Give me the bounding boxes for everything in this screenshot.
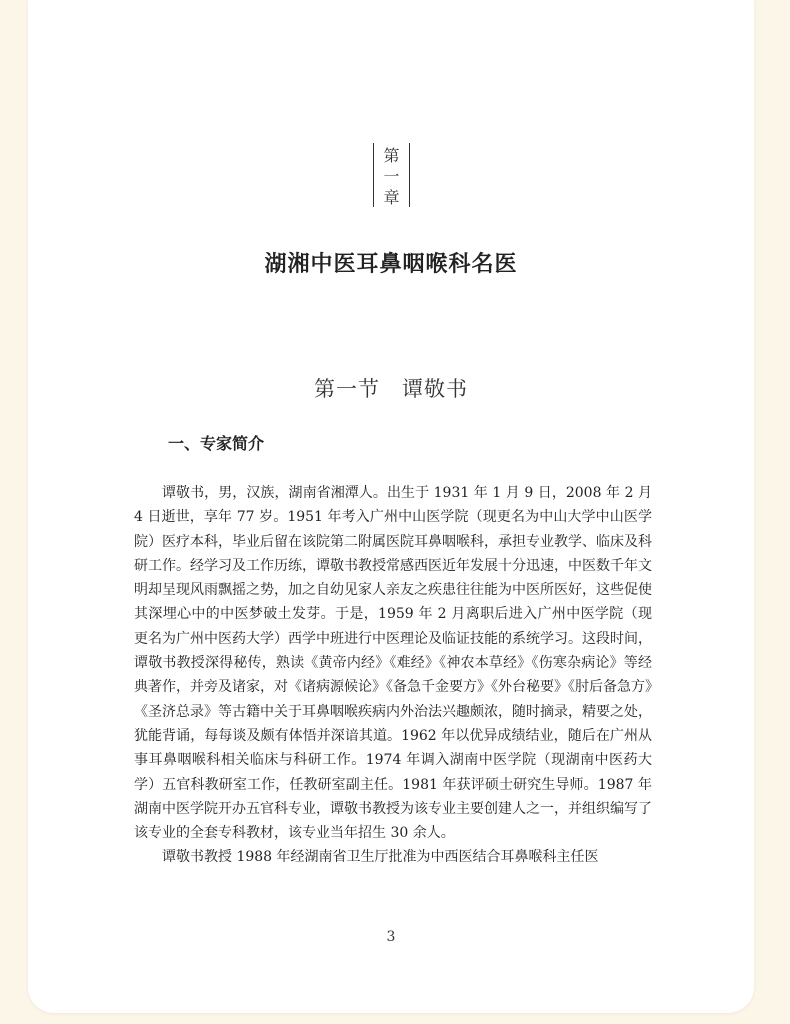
chapter-char: 章 [383,188,400,207]
page-number: 3 [386,929,396,945]
chapter-mark [373,143,410,207]
chapter-char: 第 [383,146,400,165]
chapter-char: 一 [383,167,400,186]
section-title: 第一节 谭敬书 [314,377,468,401]
paragraph: 谭敬书教授 1988 年经湖南省卫生厅批准为中西医结合耳鼻喉科主任医 [162,849,599,866]
subheading: 一、专家简介 [168,434,265,453]
paragraph: 谭敬书，男，汉族，湖南省湘潭人。出生于 1931 年 1 月 9 日，2008 年 2 月 4 日逝世，享年 77 岁。1951 年考入广州中山医学院（现更名为中山大学中山医学院）医疗本科，毕业后留在该院第二附属医院耳鼻咽喉科，承担专业教学、临床及科研工作。经学习及工作历练，谭敬书教授常感西医近年发展十分迅速，中医数千年文明却呈现风雨飘摇之势，加之自幼见家人亲友之疾患往往能为中医所医好，这些促使其深埋心中的中医梦破土发芽。于是，1959 年 2 月离职后进入广州中医学院（现更名为广州中医药大学）西学中班进行中医理论及临证技能的系统学习。这段时间，谭敬书教授深得秘传，熟读《黄帝内经》《难经》《神农本草经》《伤寒杂病论》等经典著作，并旁及诸家，对《诸病源候论》《备急千金要方》《外台秘要》《肘后备急方》《圣济总录》等古籍中关于耳鼻咽喉疾病内外治法兴趣颇浓，随时摘录，精要之处，犹能背诵，每每谈及颇有体悟并深谙其道。1962 年以优异成绩结业，随后在广州从事耳鼻咽喉科相关临床与科研工作。1974 年调入湖南中医学院（现湖南中医药大学）五官科教研室工作，任教研室副主任。1981 年获评硕士研究生导师。1987 年湖南中医学院开办五官科专业，谭敬书教授为该专业主要创建人之一，并组织编写了该专业的全套专科教材，该专业当年招生 30 余人。 [134,485,652,842]
chapter-title: 湖湘中医耳鼻咽喉科名医 [264,251,518,277]
body-text [134,481,652,870]
book-page [28,0,754,1013]
